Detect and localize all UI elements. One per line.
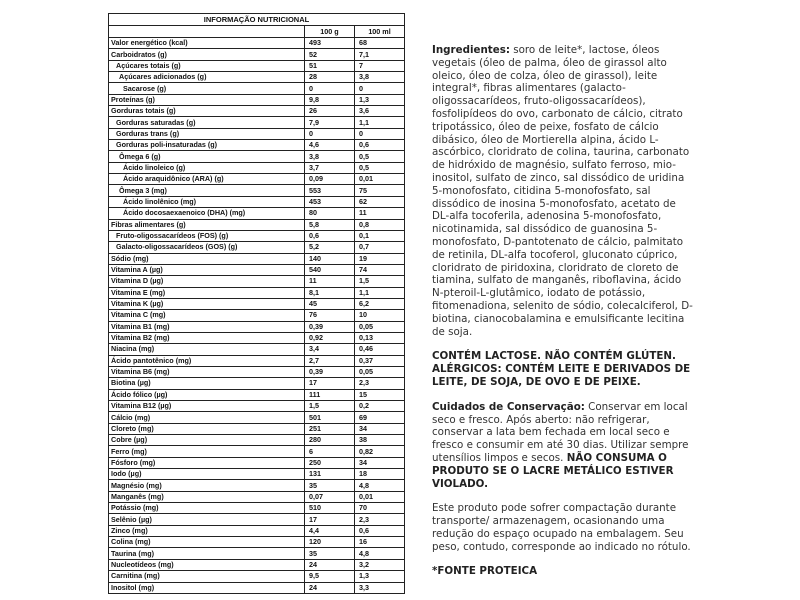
- value-per-100g: 45: [305, 298, 355, 309]
- nutrient-label: Iodo (µg): [109, 469, 305, 480]
- care-label: Cuidados de Conservação:: [432, 400, 585, 413]
- table-row: [109, 208, 405, 219]
- value-per-100ml: 2,3: [355, 378, 405, 389]
- value-per-100ml: 18: [355, 469, 405, 480]
- table-row: [109, 151, 405, 162]
- nutrient-label: Niacina (mg): [109, 344, 305, 355]
- nutrient-label: Ácido fólico (µg): [109, 389, 305, 400]
- value-per-100ml: 0,2: [355, 401, 405, 412]
- table-row: [109, 355, 405, 366]
- value-per-100g: 1,5: [305, 401, 355, 412]
- nutrient-label: Gorduras poli-insaturadas (g): [109, 140, 305, 151]
- value-per-100g: 3,4: [305, 344, 355, 355]
- value-per-100g: 28: [305, 72, 355, 83]
- value-per-100g: 510: [305, 503, 355, 514]
- value-per-100ml: 3,3: [355, 582, 405, 593]
- value-per-100ml: 38: [355, 435, 405, 446]
- nutrient-label: Vitamina A (µg): [109, 264, 305, 275]
- header-blank: [109, 26, 305, 38]
- nutrient-label: Valor energético (kcal): [109, 38, 305, 49]
- nutrient-label: Ácido linoleico (g): [109, 162, 305, 173]
- table-row: [109, 128, 405, 139]
- value-per-100ml: 0,1: [355, 230, 405, 241]
- value-per-100g: 0: [305, 128, 355, 139]
- table-row: [109, 378, 405, 389]
- value-per-100ml: 0,82: [355, 446, 405, 457]
- ingredients-paragraph: [432, 44, 694, 338]
- table-row: [109, 389, 405, 400]
- value-per-100ml: 10: [355, 310, 405, 321]
- value-per-100ml: 68: [355, 38, 405, 49]
- value-per-100ml: 3,8: [355, 72, 405, 83]
- nutrient-label: Sacarose (g): [109, 83, 305, 94]
- value-per-100g: 52: [305, 49, 355, 60]
- value-per-100ml: 3,2: [355, 559, 405, 570]
- value-per-100g: 0,39: [305, 366, 355, 377]
- value-per-100g: 553: [305, 185, 355, 196]
- value-per-100ml: 0,6: [355, 140, 405, 151]
- table-row: [109, 537, 405, 548]
- value-per-100g: 24: [305, 559, 355, 570]
- nutrient-label: Colina (mg): [109, 537, 305, 548]
- product-info-text: [432, 44, 694, 590]
- value-per-100g: 140: [305, 253, 355, 264]
- nutrient-label: Açúcares totais (g): [109, 60, 305, 71]
- table-row: [109, 162, 405, 173]
- table-row: [109, 525, 405, 536]
- table-header-row: [109, 26, 405, 38]
- table-row: [109, 344, 405, 355]
- value-per-100g: 0,6: [305, 230, 355, 241]
- table-row: [109, 106, 405, 117]
- value-per-100g: 5,2: [305, 242, 355, 253]
- table-row: [109, 446, 405, 457]
- table-row: [109, 94, 405, 105]
- table-row: [109, 60, 405, 71]
- value-per-100ml: 0,37: [355, 355, 405, 366]
- table-row: [109, 242, 405, 253]
- value-per-100ml: 7,1: [355, 49, 405, 60]
- table-row: [109, 412, 405, 423]
- nutrient-label: Ácido araquidônico (ARA) (g): [109, 174, 305, 185]
- value-per-100g: 4,4: [305, 525, 355, 536]
- table-row: [109, 480, 405, 491]
- table-row: [109, 72, 405, 83]
- value-per-100ml: 0: [355, 83, 405, 94]
- nutrient-label: Galacto-oligossacarídeos (GOS) (g): [109, 242, 305, 253]
- table-title: INFORMAÇÃO NUTRICIONAL: [109, 14, 405, 26]
- value-per-100ml: 2,3: [355, 514, 405, 525]
- nutrient-label: Açúcares adicionados (g): [109, 72, 305, 83]
- value-per-100ml: 74: [355, 264, 405, 275]
- table-row: [109, 582, 405, 593]
- value-per-100g: 111: [305, 389, 355, 400]
- nutrient-label: Ômega 3 (mg): [109, 185, 305, 196]
- value-per-100g: 251: [305, 423, 355, 434]
- value-per-100ml: 1,3: [355, 94, 405, 105]
- value-per-100g: 120: [305, 537, 355, 548]
- value-per-100g: 4,6: [305, 140, 355, 151]
- nutrient-label: Ácido pantotênico (mg): [109, 355, 305, 366]
- value-per-100ml: 16: [355, 537, 405, 548]
- care-instructions: Conservar em local seco e fresco. Após aberto: não refrigerar, conservar a lata bem fechada em local seco e fresco e consumir em até 30 dias. Utilizar sempre utensílios limpos e secos.: [432, 400, 689, 464]
- value-per-100ml: 0,05: [355, 321, 405, 332]
- value-per-100g: 24: [305, 582, 355, 593]
- table-row: [109, 548, 405, 559]
- nutrient-label: Carnitina (mg): [109, 571, 305, 582]
- table-row: [109, 287, 405, 298]
- nutrient-label: Taurina (mg): [109, 548, 305, 559]
- value-per-100ml: 0,01: [355, 491, 405, 502]
- nutrient-label: Vitamina B6 (mg): [109, 366, 305, 377]
- nutrition-table-panel: [108, 13, 404, 594]
- table-row: [109, 253, 405, 264]
- value-per-100g: 250: [305, 457, 355, 468]
- value-per-100g: 51: [305, 60, 355, 71]
- compaction-note: Este produto pode sofrer compactação durante transporte/ armazenagem, ocasionando uma redução do espaço ocupado na embalagem. Seu peso, contudo, corresponde ao indicado no rótulo.: [432, 502, 691, 553]
- table-row: [109, 503, 405, 514]
- value-per-100ml: 0,5: [355, 162, 405, 173]
- nutrient-label: Selênio (µg): [109, 514, 305, 525]
- value-per-100ml: 0,6: [355, 525, 405, 536]
- value-per-100ml: 69: [355, 412, 405, 423]
- value-per-100g: 0: [305, 83, 355, 94]
- nutrient-label: Vitamina D (µg): [109, 276, 305, 287]
- value-per-100g: 26: [305, 106, 355, 117]
- value-per-100ml: 1,1: [355, 287, 405, 298]
- nutrient-label: Nucleotídeos (mg): [109, 559, 305, 570]
- table-row: [109, 196, 405, 207]
- nutrient-label: Ômega 6 (g): [109, 151, 305, 162]
- value-per-100ml: 4,8: [355, 480, 405, 491]
- ingredients-list: soro de leite*, lactose, óleos vegetais (óleo de palma, óleo de girassol alto oleico, óleo de colza, óleo de girassol), leite integral*, fibras alimentares (galacto-oligossacarídeos, fruto-oligossacarídeos), fosfolipídeos do ovo, carbonato de cálcio, citrato tripotássico, óleo de peixe, fosfato de cálcio dibásico, óleo de Mortierella alpina, ácido L-ascórbico, cloridrato de colina, taurina, carbonato de hidróxido de magnésio, sulfato ferroso, mio-inositol, sulfato de zinco, sal dissódico de uridina 5-monofosfato, citidina 5-monofosfato, sal dissódico de inosina 5-monofosfato, acetato de DL-alfa tocoferila, adenosina 5-monofosfato, nicotinamida, sal dissódico de guanosina 5-monofosfato, D-pantotenato de cálcio, palmitato de retinila, DL-alfa tocoferol, gluconato cúprico, cloridrato de piridoxina, cloridrato de cloreto de tiamina, sulfato de manganês, riboflavina, ácido N-pteroil-L-glutâmico, iodato de potássio, fitomenadiona, selenito de sódio, colecalciferol, D-biotina, cianocobalamina e emulsificante lecitina de soja.: [432, 44, 693, 338]
- nutrient-label: Fósforo (mg): [109, 457, 305, 468]
- value-per-100g: 76: [305, 310, 355, 321]
- table-row: [109, 401, 405, 412]
- value-per-100g: 7,9: [305, 117, 355, 128]
- value-per-100ml: 34: [355, 457, 405, 468]
- table-row: [109, 140, 405, 151]
- nutrient-label: Fibras alimentares (g): [109, 219, 305, 230]
- nutrient-label: Inositol (mg): [109, 582, 305, 593]
- value-per-100g: 0,39: [305, 321, 355, 332]
- value-per-100ml: 15: [355, 389, 405, 400]
- table-row: [109, 230, 405, 241]
- nutrient-label: Biotina (µg): [109, 378, 305, 389]
- nutrient-label: Gorduras totais (g): [109, 106, 305, 117]
- value-per-100ml: 34: [355, 423, 405, 434]
- value-per-100g: 540: [305, 264, 355, 275]
- table-row: [109, 332, 405, 343]
- seal-warning: NÃO CONSUMA O PRODUTO SE O LACRE METÁLICO ESTIVER VIOLADO.: [432, 451, 674, 490]
- value-per-100ml: 1,1: [355, 117, 405, 128]
- value-per-100ml: 11: [355, 208, 405, 219]
- value-per-100g: 0,92: [305, 332, 355, 343]
- nutrient-label: Sódio (mg): [109, 253, 305, 264]
- value-per-100ml: 0,8: [355, 219, 405, 230]
- nutrient-label: Vitamina B2 (mg): [109, 332, 305, 343]
- ingredients-label: Ingredientes:: [432, 44, 510, 56]
- value-per-100g: 5,8: [305, 219, 355, 230]
- value-per-100ml: 62: [355, 196, 405, 207]
- value-per-100g: 453: [305, 196, 355, 207]
- value-per-100g: 80: [305, 208, 355, 219]
- table-row: [109, 298, 405, 309]
- protein-source-footnote: *FONTE PROTEICA: [432, 565, 538, 578]
- value-per-100ml: 19: [355, 253, 405, 264]
- allergens-statement: CONTÉM LACTOSE. NÃO CONTÉM GLÚTEN. ALÉRGICOS: CONTÉM LEITE E DERIVADOS DE LEITE, DE SOJA, DE OVO E DE PEIXE.: [432, 350, 691, 388]
- value-per-100g: 17: [305, 514, 355, 525]
- table-row: [109, 276, 405, 287]
- table-row: [109, 38, 405, 49]
- value-per-100ml: 0,05: [355, 366, 405, 377]
- table-row: [109, 264, 405, 275]
- nutrition-table: [108, 13, 405, 594]
- table-row: [109, 571, 405, 582]
- value-per-100g: 501: [305, 412, 355, 423]
- value-per-100g: 131: [305, 469, 355, 480]
- value-per-100ml: 75: [355, 185, 405, 196]
- nutrient-label: Vitamina C (mg): [109, 310, 305, 321]
- value-per-100ml: 6,2: [355, 298, 405, 309]
- table-row: [109, 117, 405, 128]
- value-per-100ml: 1,5: [355, 276, 405, 287]
- table-row: [109, 310, 405, 321]
- nutrient-label: Magnésio (mg): [109, 480, 305, 491]
- nutrient-label: Vitamina K (µg): [109, 298, 305, 309]
- nutrient-label: Ferro (mg): [109, 446, 305, 457]
- value-per-100ml: 0,13: [355, 332, 405, 343]
- value-per-100g: 11: [305, 276, 355, 287]
- table-row: [109, 514, 405, 525]
- value-per-100g: 9,8: [305, 94, 355, 105]
- value-per-100g: 9,5: [305, 571, 355, 582]
- nutrient-label: Carboidratos (g): [109, 49, 305, 60]
- value-per-100g: 3,7: [305, 162, 355, 173]
- header-per-100ml: 100 ml: [355, 26, 405, 38]
- value-per-100ml: 0,46: [355, 344, 405, 355]
- value-per-100g: 0,09: [305, 174, 355, 185]
- nutrient-label: Manganês (mg): [109, 491, 305, 502]
- nutrient-label: Potássio (mg): [109, 503, 305, 514]
- nutrient-label: Ácido docosaexaenoico (DHA) (mg): [109, 208, 305, 219]
- table-row: [109, 491, 405, 502]
- care-paragraph: [432, 401, 694, 491]
- table-row: [109, 559, 405, 570]
- value-per-100g: 35: [305, 480, 355, 491]
- nutrient-label: Ácido linolênico (mg): [109, 196, 305, 207]
- value-per-100ml: 4,8: [355, 548, 405, 559]
- table-title-row: [109, 14, 405, 26]
- nutrient-label: Fruto-oligossacarídeos (FOS) (g): [109, 230, 305, 241]
- table-row: [109, 49, 405, 60]
- nutrient-label: Cobre (µg): [109, 435, 305, 446]
- value-per-100g: 6: [305, 446, 355, 457]
- value-per-100ml: 70: [355, 503, 405, 514]
- value-per-100g: 0,07: [305, 491, 355, 502]
- table-row: [109, 83, 405, 94]
- value-per-100ml: 0: [355, 128, 405, 139]
- value-per-100g: 3,8: [305, 151, 355, 162]
- table-row: [109, 366, 405, 377]
- value-per-100ml: 3,6: [355, 106, 405, 117]
- value-per-100g: 8,1: [305, 287, 355, 298]
- value-per-100g: 35: [305, 548, 355, 559]
- table-row: [109, 321, 405, 332]
- nutrient-label: Vitamina B1 (mg): [109, 321, 305, 332]
- value-per-100ml: 7: [355, 60, 405, 71]
- value-per-100g: 17: [305, 378, 355, 389]
- value-per-100ml: 0,01: [355, 174, 405, 185]
- table-row: [109, 469, 405, 480]
- table-row: [109, 423, 405, 434]
- table-row: [109, 219, 405, 230]
- nutrient-label: Cálcio (mg): [109, 412, 305, 423]
- nutrient-label: Gorduras trans (g): [109, 128, 305, 139]
- table-row: [109, 185, 405, 196]
- table-row: [109, 435, 405, 446]
- value-per-100ml: 0,5: [355, 151, 405, 162]
- value-per-100ml: 1,3: [355, 571, 405, 582]
- nutrient-label: Proteínas (g): [109, 94, 305, 105]
- nutrient-label: Gorduras saturadas (g): [109, 117, 305, 128]
- table-row: [109, 457, 405, 468]
- value-per-100g: 2,7: [305, 355, 355, 366]
- table-row: [109, 174, 405, 185]
- header-per-100g: 100 g: [305, 26, 355, 38]
- nutrient-label: Cloreto (mg): [109, 423, 305, 434]
- value-per-100ml: 0,7: [355, 242, 405, 253]
- nutrient-label: Zinco (mg): [109, 525, 305, 536]
- nutrient-label: Vitamina B12 (µg): [109, 401, 305, 412]
- value-per-100g: 493: [305, 38, 355, 49]
- value-per-100g: 280: [305, 435, 355, 446]
- nutrient-label: Vitamina E (mg): [109, 287, 305, 298]
